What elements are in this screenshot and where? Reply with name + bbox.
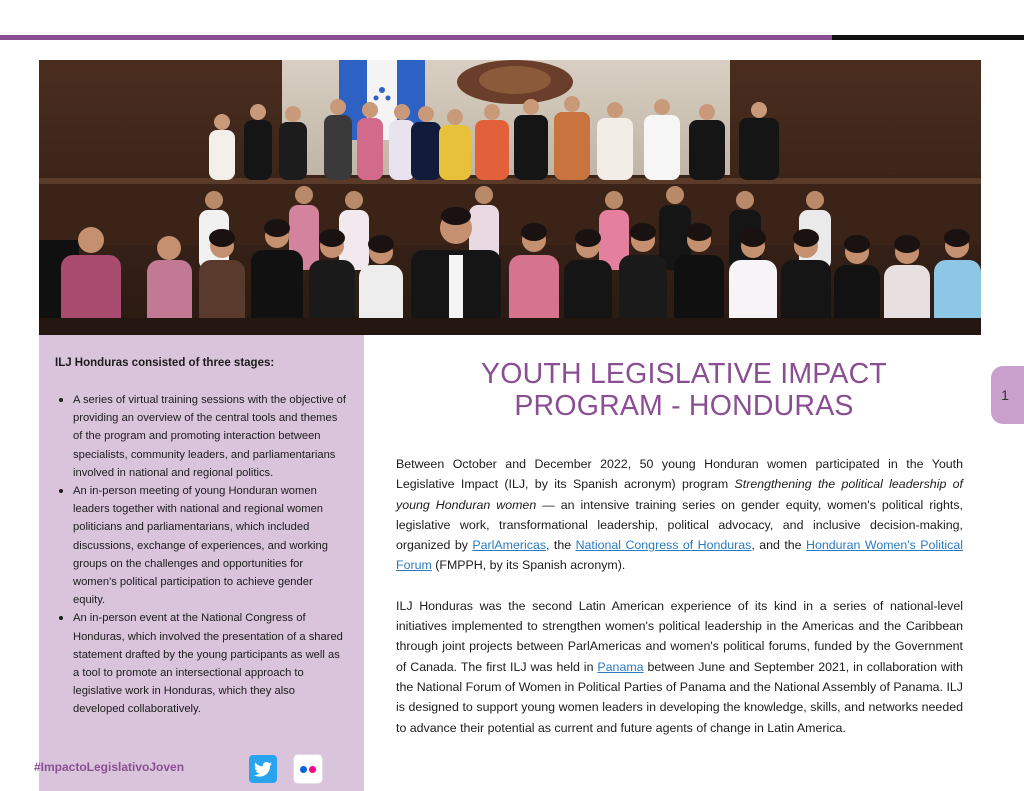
panama-link[interactable]: Panama (597, 659, 644, 674)
paragraph-context: ILJ Honduras was the second Latin American experience of its kind in a series of national-level initiatives implemented to strengthen women's political leadership in the Americas and the Caribbean through joint projects between ParlAmericas and women's political forums, funded by the Government of Canada. The first ILJ was held in Panama between June and September 2021, in collaboration with the National Forum of Women in Political Parties of Panama and the National Assembly of Panama. ILJ is designed to support young women leaders in developing the knowledge, skills, and networks needed to advance their potential as current and future agents of change in Latin America. (396, 598, 963, 735)
stages-sidebar (39, 335, 364, 791)
stage-item-3: An in-person event at the National Congress of Honduras, which involved the presentation of a shared statement drafted by the young participants as well as a tool to promote an intersectional approach to legislative work in Honduras, which they also developed collaboratively. (71, 609, 346, 718)
stage-item-1: A series of virtual training sessions with the objective of providing an overview of the central tools and themes of the program and promoting interaction between specialists, community leaders, and parliamentarians involved in national and regional politics. (71, 391, 346, 482)
page-title-line1: YOUTH LEGISLATIVE IMPACT (481, 358, 887, 390)
page-title (396, 358, 972, 422)
sidebar-heading: ILJ Honduras consisted of three stages: (55, 357, 275, 369)
twitter-button[interactable] (249, 755, 277, 783)
flickr-icon (299, 766, 317, 773)
page-number-tab (991, 366, 1024, 424)
parlamericas-link[interactable]: ParlAmericas (472, 538, 547, 553)
page-title-line2: PROGRAM - HONDURAS (514, 390, 854, 422)
stages-list (55, 391, 346, 719)
womens-forum-link[interactable]: Honduran Women's Political Forum (396, 538, 963, 573)
national-congress-link[interactable]: National Congress of Honduras (575, 538, 752, 553)
header-dark-bar (832, 35, 1024, 40)
paragraph-intro: Between October and December 2022, 50 young Honduran women participated in the Youth Legislative Impact (ILJ, by its Spanish acronym) program Strengthening the political leadership of young Honduran women — an intensive training series on gender equity, women's political rights, legislative work, transformational leadership, political advocacy, and inclusive decision-making, organized by ParlAmericas, the National Congress of Honduras, and the Honduran Women's Political Forum (FMPPH, by its Spanish acronym). (396, 457, 964, 573)
program-name: Strengthening the political leadership of young Honduran women (396, 477, 964, 512)
twitter-icon (254, 762, 272, 777)
stage-item-2: An in-person meeting of young Honduran women leaders together with national and regional women politicians and parliamentarians, which included discussions, exchange of experiences, and working groups on the challenges and opportunities for women's political participation to achieve gender equity. (71, 482, 346, 609)
page-number: 1 (1001, 387, 1009, 403)
flickr-button[interactable] (294, 755, 322, 783)
header-accent-bar (0, 35, 832, 40)
article-body (396, 454, 963, 738)
hashtag-link[interactable]: #ImpactoLegislativoJoven (34, 760, 185, 774)
group-photo (39, 60, 981, 335)
